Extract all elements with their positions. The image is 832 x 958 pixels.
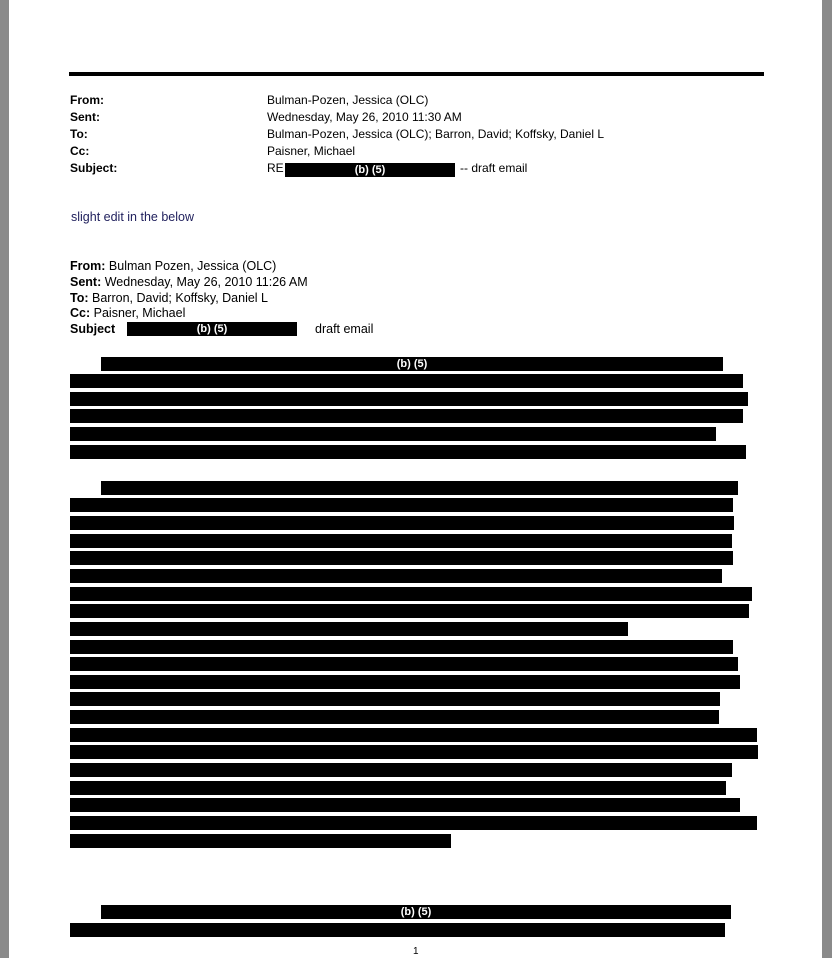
redaction-bar [70, 498, 733, 512]
from-value: Bulman-Pozen, Jessica (OLC) [267, 93, 429, 107]
sent-label: Sent: [70, 110, 100, 124]
redaction-label: (b) (5) [400, 906, 432, 918]
quoted-cc-value: Paisner, Michael [93, 306, 186, 320]
redaction-bar [70, 445, 746, 459]
to-label: To: [70, 127, 88, 141]
page-number: 1 [413, 946, 419, 957]
quoted-cc-label: Cc: [70, 306, 91, 320]
header-rule [69, 72, 764, 76]
quoted-sent-line [70, 274, 308, 290]
redaction-bar [70, 798, 740, 812]
redaction-bar [70, 781, 726, 795]
redaction-bar [70, 692, 720, 706]
subject-label: Subject: [70, 161, 118, 175]
subject-prefix: RE [267, 161, 284, 175]
quoted-subject-suffix: draft email [315, 322, 374, 336]
redaction-bar [101, 481, 738, 495]
quoted-to-label: To: [70, 291, 89, 305]
redaction-bar [70, 816, 757, 830]
quoted-to-value: Barron, David; Koffsky, Daniel L [92, 291, 269, 305]
to-value: Bulman-Pozen, Jessica (OLC); Barron, David; Koffsky, Daniel L [267, 127, 605, 141]
quoted-subject-label-line [70, 321, 115, 337]
redaction-label: (b) (5) [196, 323, 228, 335]
redaction-bar [70, 427, 716, 441]
redaction-bar [101, 357, 723, 371]
redaction-bar [70, 569, 722, 583]
redaction-bar [70, 604, 749, 618]
from-label: From: [70, 93, 104, 107]
quoted-from-line [70, 258, 276, 274]
redaction-bar [70, 763, 732, 777]
redaction-bar [70, 640, 733, 654]
quoted-subject-label: Subject [70, 322, 116, 336]
subject-suffix: -- draft email [460, 161, 528, 175]
redaction-bar [101, 905, 731, 919]
redaction-bar [70, 675, 740, 689]
redaction-bar [70, 622, 628, 636]
redaction-bar [70, 587, 752, 601]
redaction-bar [70, 834, 451, 848]
redaction-bar [70, 657, 738, 671]
document-page [9, 0, 822, 958]
redaction-label: (b) (5) [396, 358, 428, 370]
redaction-bar [70, 409, 743, 423]
subject-redaction [285, 163, 455, 177]
cc-value: Paisner, Michael [267, 144, 356, 158]
quoted-sent-value: Wednesday, May 26, 2010 11:26 AM [104, 275, 308, 289]
redaction-bar [70, 710, 719, 724]
redaction-bar [70, 534, 732, 548]
quoted-from-label: From: [70, 259, 106, 273]
redaction-bar [70, 392, 748, 406]
quoted-from-value: Bulman Pozen, Jessica (OLC) [108, 259, 277, 273]
cc-label: Cc: [70, 144, 90, 158]
redaction-bar [70, 923, 725, 937]
quoted-cc-line [70, 305, 185, 321]
body-note: slight edit in the below [71, 210, 194, 224]
redaction-bar [70, 728, 757, 742]
redaction-label: (b) (5) [354, 164, 386, 176]
sent-value: Wednesday, May 26, 2010 11:30 AM [267, 110, 462, 124]
redaction-bar [70, 745, 758, 759]
quoted-subject-redaction [127, 322, 297, 336]
redaction-bar [70, 374, 743, 388]
quoted-to-line [70, 290, 268, 306]
quoted-sent-label: Sent: [70, 275, 102, 289]
redaction-bar [70, 516, 734, 530]
redaction-bar [70, 551, 733, 565]
